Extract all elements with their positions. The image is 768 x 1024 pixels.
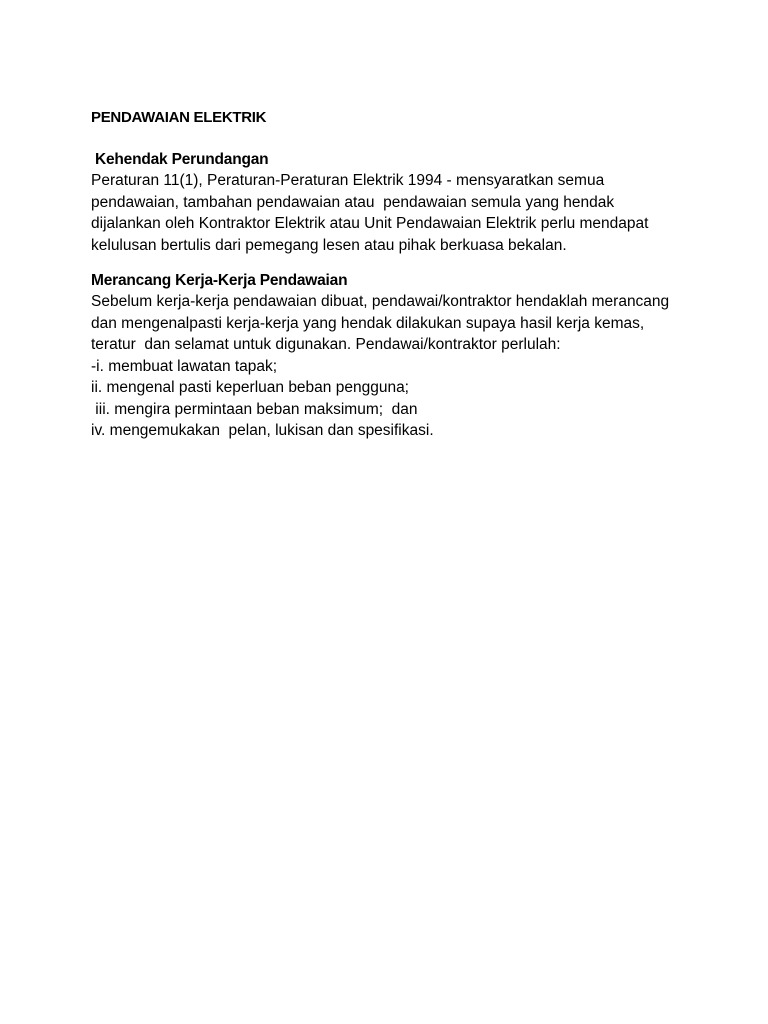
- document-page: [91, 108, 691, 457]
- list-item: iv. mengemukakan pelan, lukisan dan spesifikasi.: [91, 422, 434, 439]
- paragraph-line: dan mengenalpasti kerja-kerja yang hendak dilakukan supaya hasil kerja kemas,: [91, 314, 645, 332]
- section-heading: Merancang Kerja-Kerja Pendawaian: [91, 272, 348, 289]
- paragraph-line: kelulusan bertulis dari pemegang lesen atau pihak berkuasa bekalan.: [91, 236, 567, 254]
- section-merancang-kerja: [91, 271, 691, 442]
- paragraph-line: Peraturan 11(1), Peraturan-Peraturan Elektrik 1994 - mensyaratkan semua: [91, 172, 605, 189]
- list-item: iii. mengira permintaan beban maksimum; dan: [91, 400, 418, 418]
- paragraph-line: teratur dan selamat untuk digunakan. Pendawai/kontraktor perlulah:: [91, 336, 561, 353]
- list-item: -i. membuat lawatan tapak;: [91, 357, 278, 375]
- section-kehendak-perundangan: [91, 150, 691, 256]
- list-item: ii. mengenal pasti keperluan beban pengguna;: [91, 379, 409, 396]
- paragraph-line: Sebelum kerja-kerja pendawaian dibuat, pendawai/kontraktor hendaklah merancang: [91, 293, 670, 310]
- document-title: PENDAWAIAN ELEKTRIK: [91, 109, 267, 126]
- section-heading: Kehendak Perundangan: [95, 151, 269, 168]
- paragraph-line: pendawaian, tambahan pendawaian atau pendawaian semula yang hendak: [91, 193, 615, 211]
- paragraph-line: dijalankan oleh Kontraktor Elektrik atau Unit Pendawaian Elektrik perlu mendapat: [91, 215, 649, 232]
